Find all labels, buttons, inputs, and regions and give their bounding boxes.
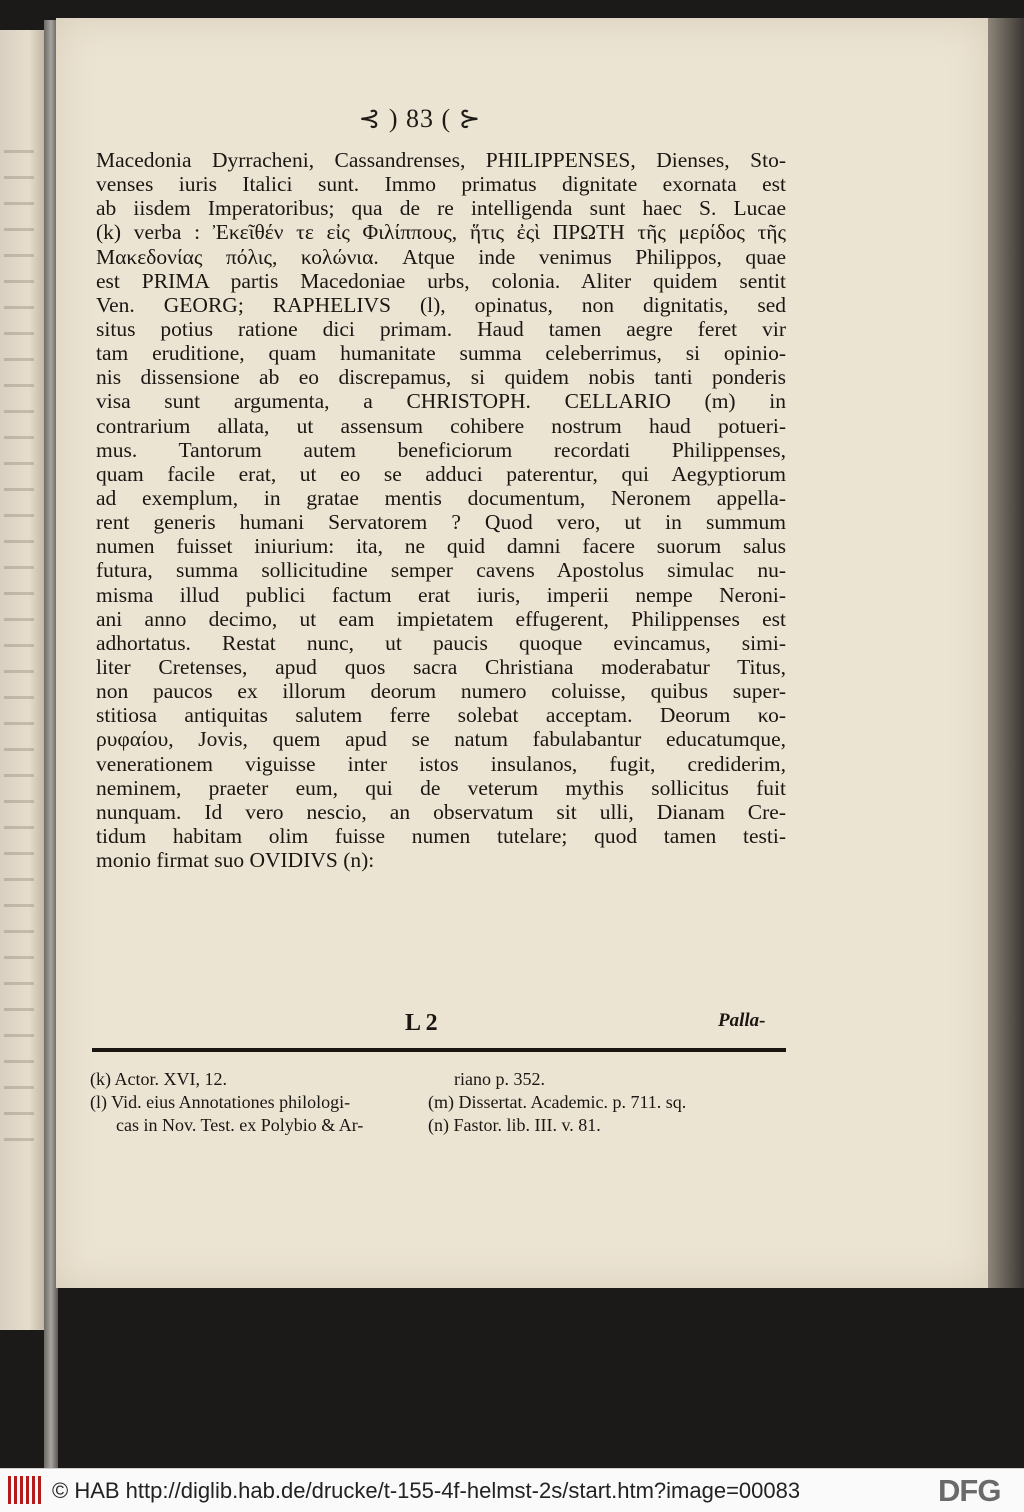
viewer-footer <box>0 1468 1024 1512</box>
body-line: tam eruditione, quam humanitate summa celeberrimus, si opinio- <box>96 341 786 366</box>
catchword: Palla- <box>718 1010 766 1031</box>
footnote-line: (n) Fastor. lib. III. v. 81. <box>428 1115 601 1135</box>
body-line: numen fuisset iniurium: ita, ne quid damni facere suorum salus <box>96 534 786 559</box>
body-line: mus. Tantorum autem beneficiorum recordati Philippenses, <box>96 437 786 462</box>
body-text <box>96 148 786 872</box>
body-line: venses iuris Italici sunt. Immo primatus dignitate exornata est <box>96 172 786 197</box>
body-line: venerationem viguisse inter istos insulanos, fugit, crediderim, <box>96 751 786 776</box>
footnotes-left-column <box>90 1068 430 1137</box>
body-line: ani anno decimo, ut eam impietatem effugerent, Philippenses est <box>96 606 786 631</box>
page-edge-shadow <box>988 18 1024 1288</box>
facing-page-text-remnants <box>4 150 34 1150</box>
body-line: tidum habitam olim fuisse numen tutelare; quod tamen testi- <box>96 823 786 848</box>
body-line: nis dissensione ab eo discrepamus, si quidem nobis tanti ponderis <box>96 365 786 390</box>
signature-mark: L 2 <box>405 1010 438 1036</box>
body-line: est PRIMA partis Macedoniae urbs, colonia. Aliter quidem sentit <box>96 268 786 293</box>
body-line: Μακεδονίας πόλις, κολώνια. Atque inde venimus Philippos, quae <box>96 244 786 269</box>
hab-logo-icon <box>8 1476 42 1504</box>
body-line: (k) verba : Ἐκεῖθέν τε εἰς Φιλίππους, ἥτις ἐςὶ ΠΡΩΤΗ τῆς μερίδος τῆς <box>96 220 786 245</box>
body-line: situs potius ratione dici primam. Haud tamen aegre feret vir <box>96 316 786 341</box>
body-line: adhortatus. Restat nunc, ut paucis quoque evincamus, simi- <box>96 630 786 655</box>
dfg-logo: DFG <box>938 1473 1001 1508</box>
body-line: monio firmat suo OVIDIVS (n): <box>96 848 375 873</box>
footnotes-right-column <box>428 1068 798 1137</box>
body-line: visa sunt argumenta, a CHRISTOPH. CELLARIO (m) in <box>96 389 786 414</box>
body-line: Macedonia Dyrracheni, Cassandrenses, PHILIPPENSES, Dienses, Sto- <box>96 148 786 172</box>
body-line: stitiosa antiquitas salutem ferre solebat acceptam. Deorum κο- <box>96 703 786 728</box>
body-line: ad exemplum, in gratae mentis documentum, Neronem appella- <box>96 485 786 510</box>
body-line: ab iisdem Imperatoribus; qua de re intelligenda sunt haec S. Lucae <box>96 196 786 221</box>
body-line: contrarium allata, ut assensum cohibere nostrum haud potueri- <box>96 413 786 438</box>
facing-page-edge <box>0 30 48 1330</box>
body-line: misma illud publici factum erat iuris, imperii nempe Neroni- <box>96 582 786 607</box>
body-line: non paucos ex illorum deorum numero coluisse, quibus super- <box>96 679 786 704</box>
footnote-line: (m) Dissertat. Academic. p. 711. sq. <box>428 1092 687 1112</box>
body-line: futura, summa sollicitudine semper cavens Apostolus simulac nu- <box>96 558 786 583</box>
body-line: neminem, praeter eum, qui de veterum mythis sollicitus fuit <box>96 775 786 800</box>
body-line: Ven. GEORG; RAPHELIVS (l), opinatus, non dignitatis, sed <box>96 292 786 317</box>
footnote-line: cas in Nov. Test. ex Polybio & Ar- <box>116 1115 364 1135</box>
footnote-line: (l) Vid. eius Annotationes philologi- <box>90 1092 351 1112</box>
body-line: ρυφαίου, Jovis, quem apud se natum fabulabantur educatumque, <box>96 727 786 752</box>
footnote-line: riano p. 352. <box>454 1069 545 1089</box>
footnote-rule <box>92 1048 786 1052</box>
footnote-line: (k) Actor. XVI, 12. <box>90 1069 227 1089</box>
body-line: quam facile erat, ut eo se adduci paterentur, qui Aegyptiorum <box>96 461 786 486</box>
page-header: ⊰ ) 83 ( ⊱ <box>358 104 482 133</box>
body-line: liter Cretenses, apud quos sacra Christiana moderabatur Titus, <box>96 654 786 679</box>
source-link[interactable]: © HAB http://diglib.hab.de/drucke/t-155-4f-helmst-2s/start.htm?image=00083 <box>52 1478 801 1503</box>
body-line: nunquam. Id vero nescio, an observatum sit ulli, Dianam Cre- <box>96 799 786 824</box>
body-line: rent generis humani Servatorem ? Quod vero, ut in summum <box>96 510 786 535</box>
